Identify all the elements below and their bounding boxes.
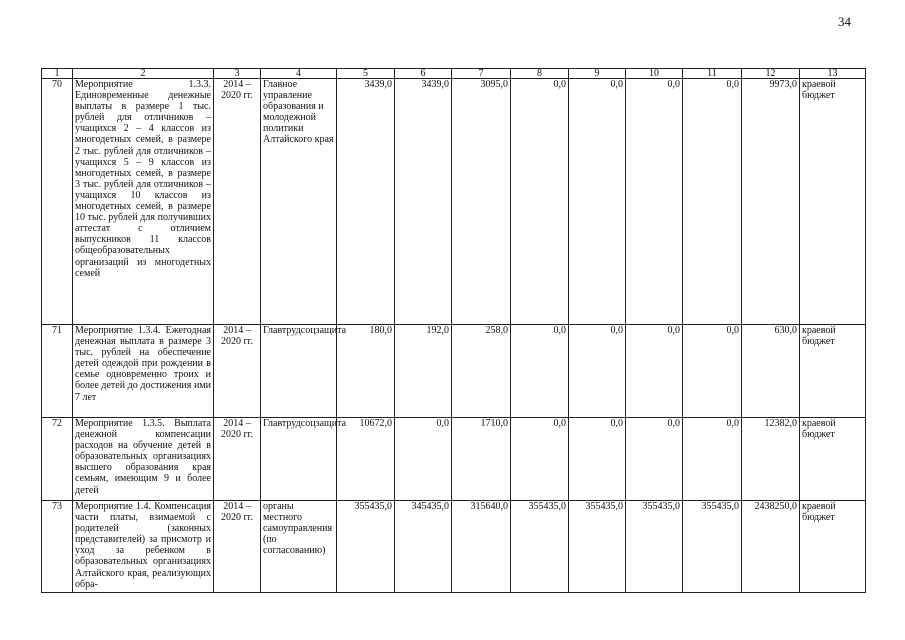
- value-col6: 192,0: [395, 325, 452, 418]
- value-total: 9973,0: [742, 79, 800, 325]
- header-cell: 12: [742, 69, 800, 79]
- value-total: 630,0: [742, 325, 800, 418]
- value-col5: 10672,0: [337, 418, 395, 501]
- executor: Главтрудсоцзащита: [261, 418, 337, 501]
- funding-source: краевой бюджет: [800, 501, 866, 593]
- value-col11: 355435,0: [683, 501, 742, 593]
- value-total: 12382,0: [742, 418, 800, 501]
- value-col6: 0,0: [395, 418, 452, 501]
- value-col8: 355435,0: [511, 501, 569, 593]
- value-col6: 345435,0: [395, 501, 452, 593]
- value-col9: 0,0: [569, 79, 626, 325]
- table-row: [42, 325, 866, 418]
- value-col9: 0,0: [569, 325, 626, 418]
- value-col10: 0,0: [626, 79, 683, 325]
- funding-source: краевой бюджет: [800, 418, 866, 501]
- row-number: 72: [42, 418, 73, 501]
- value-col8: 0,0: [511, 325, 569, 418]
- value-total: 2438250,0: [742, 501, 800, 593]
- header-cell: 13: [800, 69, 866, 79]
- value-col7: 1710,0: [452, 418, 511, 501]
- value-col5: 3439,0: [337, 79, 395, 325]
- period: 2014 – 2020 гг.: [214, 325, 261, 418]
- value-col11: 0,0: [683, 418, 742, 501]
- value-col9: 355435,0: [569, 501, 626, 593]
- funding-source: краевой бюджет: [800, 79, 866, 325]
- row-number: 70: [42, 79, 73, 325]
- funding-source: краевой бюджет: [800, 325, 866, 418]
- value-col9: 0,0: [569, 418, 626, 501]
- period: 2014 – 2020 гг.: [214, 79, 261, 325]
- header-cell: 2: [73, 69, 214, 79]
- header-cell: 6: [395, 69, 452, 79]
- measure-description: Мероприятие 1.3.5. Выплата денежной компенсации расходов на обучение детей в образовательных организациях высшего образования края семьям, имеющим 9 и более детей: [73, 418, 214, 501]
- period: 2014 – 2020 гг.: [214, 501, 261, 593]
- header-cell: 10: [626, 69, 683, 79]
- executor: органы местного самоуправления (по согласованию): [261, 501, 337, 593]
- value-col7: 3095,0: [452, 79, 511, 325]
- value-col7: 258,0: [452, 325, 511, 418]
- period: 2014 – 2020 гг.: [214, 418, 261, 501]
- table-row: [42, 418, 866, 501]
- row-number: 73: [42, 501, 73, 593]
- value-col8: 0,0: [511, 79, 569, 325]
- value-col10: 355435,0: [626, 501, 683, 593]
- value-col11: 0,0: [683, 79, 742, 325]
- executor: Главное управление образования и молодежной политики Алтайского края: [261, 79, 337, 325]
- header-cell: 1: [42, 69, 73, 79]
- column-number-header: [42, 69, 866, 79]
- header-cell: 3: [214, 69, 261, 79]
- measure-description: Мероприятие 1.3.4. Ежегодная денежная выплата в размере 3 тыс. рублей на обеспечение детей одеждой при рождении в семье одновременно троих и более детей до достижения ими 7 лет: [73, 325, 214, 418]
- executor: Главтрудсоцзащита: [261, 325, 337, 418]
- value-col10: 0,0: [626, 418, 683, 501]
- measure-description: Мероприятие 1.4. Компенсация части платы, взимаемой с родителей (законных представителей) за присмотр и уход за ребенком в образовательных организациях Алтайского края, реализующих обра-: [73, 501, 214, 593]
- value-col5: 355435,0: [337, 501, 395, 593]
- value-col5: 180,0: [337, 325, 395, 418]
- header-cell: 5: [337, 69, 395, 79]
- header-cell: 8: [511, 69, 569, 79]
- table-row: [42, 79, 866, 325]
- value-col7: 315640,0: [452, 501, 511, 593]
- value-col10: 0,0: [626, 325, 683, 418]
- header-cell: 4: [261, 69, 337, 79]
- page-number: 34: [838, 14, 851, 29]
- header-cell: 7: [452, 69, 511, 79]
- value-col6: 3439,0: [395, 79, 452, 325]
- program-measures-table: [41, 68, 866, 593]
- header-cell: 11: [683, 69, 742, 79]
- row-number: 71: [42, 325, 73, 418]
- value-col11: 0,0: [683, 325, 742, 418]
- value-col8: 0,0: [511, 418, 569, 501]
- table-row: [42, 501, 866, 593]
- header-cell: 9: [569, 69, 626, 79]
- measure-description: Мероприятие 1.3.3. Единовременные денежные выплаты в размере 1 тыс. рублей для отличников – учащихся 2 – 4 классов из многодетных семей, в размере 2 тыс. рублей для отличников – учащихся 5 – 9 классов из многодетных семей, в размере 3 тыс. рублей для отличников – учащихся 10 классов из многодетных семей, в размере 10 тыс. рублей для получивших аттестат с отличием выпускников 11 классов общеобразовательных организаций из многодетных семей: [73, 79, 214, 325]
